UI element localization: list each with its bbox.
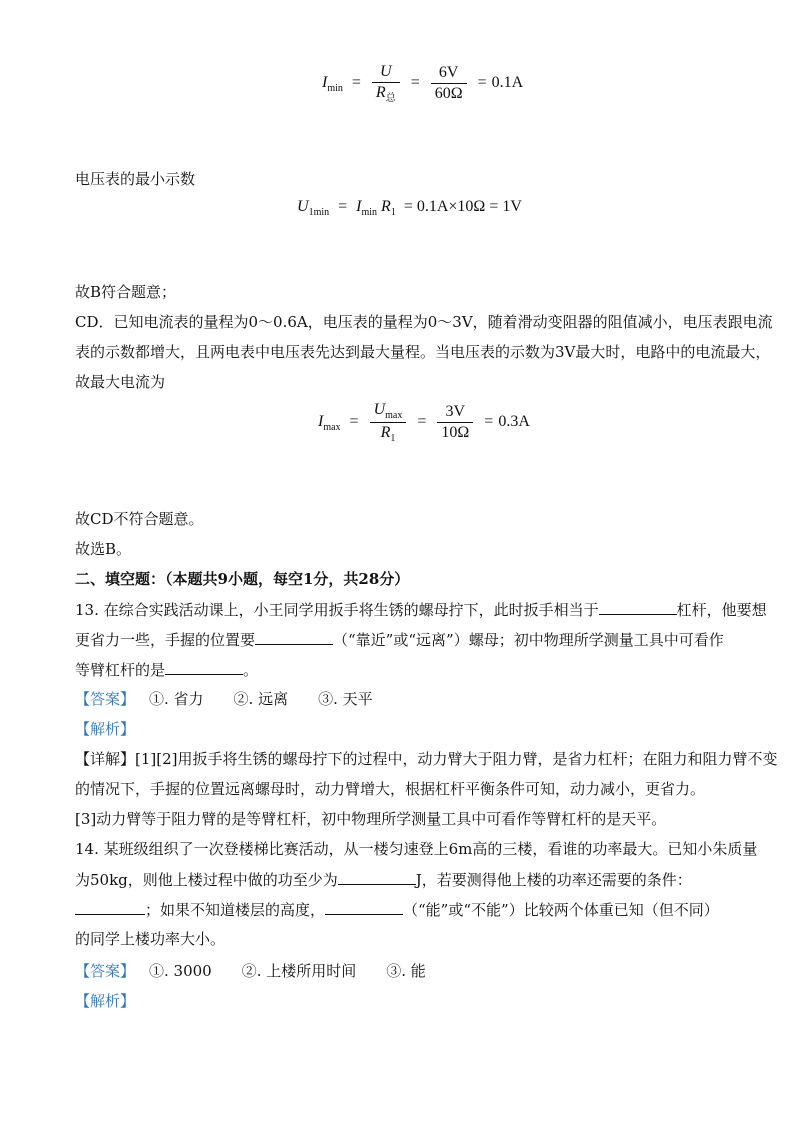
- fraction-umax-over-r1: [370, 400, 407, 445]
- equation-min-current: [322, 62, 523, 105]
- q13-analysis-tag: 【解析】: [75, 720, 136, 738]
- answer-blank: [599, 600, 677, 615]
- denominator-r: R: [380, 424, 391, 441]
- section-title: 二、填空题：（本题共9小题，每空1分，共28分）: [75, 570, 410, 588]
- answer-tag: 【答案】: [75, 690, 136, 708]
- q14-line-1: 14. 某班级组织了一次登楼梯比赛活动，从一楼匀速登上6m高的三楼，看谁的功率最大。已知小朱质量: [75, 840, 758, 858]
- equals-sign: =: [484, 413, 494, 431]
- text-cd-line-1: CD．已知电流表的量程为0～0.6A，电压表的量程为0～3V，随着滑动变阻器的阻值减小，电压表跟电流: [75, 313, 773, 331]
- subscript-1: 1: [390, 207, 396, 218]
- equation-expression: = 0.1A×10Ω = 1V: [403, 198, 522, 215]
- answer-blank: [75, 900, 145, 915]
- equals-sign: =: [351, 74, 361, 92]
- q14-line-2: [75, 870, 692, 889]
- q13-text: 13. 在综合实践活动课上，小王同学用扳手将生锈的螺母拧下，此时扳手相当于: [75, 601, 599, 619]
- subscript-1: 1: [390, 433, 396, 444]
- answer-text: ①. 省力 ②. 远离 ③. 天平: [149, 690, 373, 708]
- symbol-u: U: [297, 198, 309, 215]
- q13-answer: [75, 690, 373, 708]
- text-cd-line-2: 表的示数都增大，且两电表中电压表先达到最大量程。当电压表的示数为3V最大时，电路中的电流最大，: [75, 343, 771, 361]
- text-voltmeter-min: 电压表的最小示数: [75, 170, 196, 188]
- q14-line-3: [75, 900, 719, 919]
- text-cd-no: 故CD不符合题意。: [75, 510, 204, 528]
- answer-tag: 【答案】: [75, 962, 136, 980]
- q13-text: 。: [243, 661, 259, 679]
- answer-blank: [325, 900, 403, 915]
- numerator-u: U: [373, 401, 386, 418]
- q14-text: （“能”或“不能”）比较两个体重已知（但不同）: [403, 901, 719, 919]
- q13-line-2: [75, 630, 724, 649]
- q13-line-3: [75, 660, 258, 679]
- equals-sign: =: [338, 198, 348, 215]
- equals-sign: =: [417, 413, 427, 431]
- equation-min-voltage: [297, 198, 522, 216]
- subscript-1min: 1min: [308, 207, 330, 218]
- answer-blank: [165, 660, 243, 675]
- q14-text: 为50kg，则他上楼过程中做的功至少为: [75, 871, 338, 889]
- answer-blank: [255, 630, 333, 645]
- q14-analysis-tag: 【解析】: [75, 992, 136, 1010]
- q13-text: 更省力一些，手握的位置要: [75, 631, 256, 649]
- text-cd-line-3: 故最大电流为: [75, 373, 166, 391]
- q14-text: ；如果不知道楼层的高度，: [145, 901, 326, 919]
- numerator-3v: 3V: [437, 402, 473, 423]
- q13-text: 等臂杠杆的是: [75, 661, 166, 679]
- fraction-u-over-r: [372, 62, 400, 105]
- denominator-10ohm: 10Ω: [441, 424, 470, 441]
- text-b-ok: 故B符合题意；: [75, 283, 177, 301]
- denominator-60ohm: 60Ω: [434, 85, 463, 102]
- q14-line-4: 的同学上楼功率大小。: [75, 930, 226, 948]
- subscript-max: max: [385, 410, 403, 421]
- subscript-min: min: [327, 83, 343, 95]
- equals-sign: =: [410, 74, 420, 92]
- symbol-r: R: [381, 198, 391, 215]
- numerator-u: U: [372, 62, 400, 83]
- equation-max-current: [318, 400, 530, 445]
- denominator-r: R: [375, 84, 386, 101]
- fraction-3v-over-10ohm: [437, 402, 473, 443]
- answer-text: ①. 3000 ②. 上楼所用时间 ③. 能: [149, 962, 426, 980]
- subscript-min: min: [361, 207, 378, 218]
- q14-answer: [75, 962, 426, 980]
- q13-text: 杠杆，他要想: [676, 601, 767, 619]
- symbol-i: I: [356, 198, 362, 215]
- subscript-total: 总: [385, 93, 396, 104]
- symbol-i: I: [322, 74, 328, 92]
- result-value: 0.3A: [498, 413, 530, 431]
- q13-detail-3: [3]动力臂等于阻力臂的是等臂杠杆，初中物理所学测量工具中可看作等臂杠杆的是天平。: [75, 810, 667, 828]
- result-value: 0.1A: [491, 74, 524, 92]
- symbol-i: I: [318, 413, 324, 431]
- q14-text: J，若要测得他上楼的功率还需要的条件：: [415, 871, 692, 889]
- q13-detail-1: 【详解】[1][2]用扳手将生锈的螺母拧下的过程中，动力臂大于阻力臂，是省力杠杆；在阻力和阻力臂不变: [75, 750, 778, 768]
- text-choose-b: 故选B。: [75, 540, 132, 558]
- equals-sign: =: [477, 74, 487, 92]
- fraction-6v-over-60ohm: [431, 63, 467, 104]
- q13-text: （“靠近”或“远离”）螺母；初中物理所学测量工具中可看作: [333, 631, 724, 649]
- answer-blank: [338, 870, 416, 885]
- subscript-max: max: [323, 422, 341, 434]
- numerator-6v: 6V: [431, 63, 467, 84]
- q13-detail-2: 的情况下，手握的位置远离螺母时，动力臂增大，根据杠杆平衡条件可知，动力减小，更省力。: [75, 780, 706, 798]
- q13-line-1: [75, 600, 767, 619]
- equals-sign: =: [349, 413, 359, 431]
